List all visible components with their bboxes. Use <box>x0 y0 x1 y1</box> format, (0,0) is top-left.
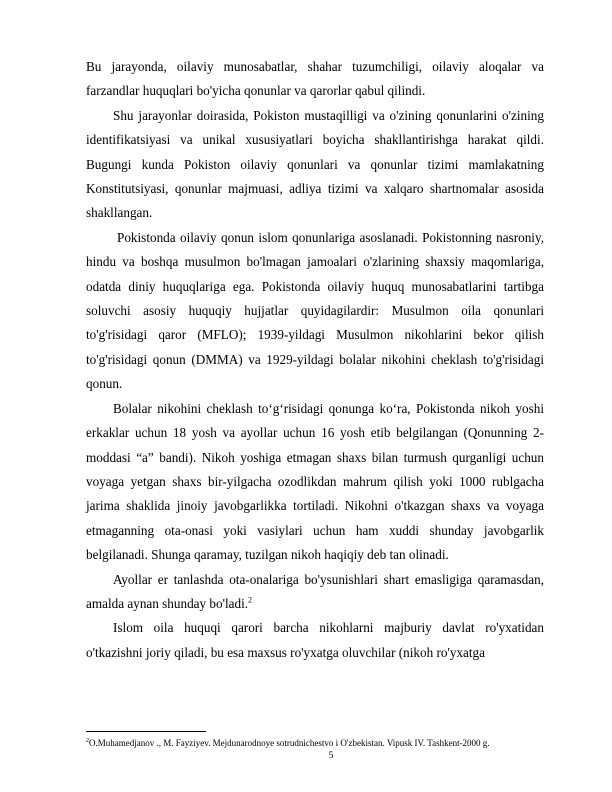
paragraph-1: Bu jarayonda, oilaviy munosabatlar, shahar tuzumchiligi, oilaviy aloqalar va farzandlar huquqlari bo'yicha qonunlar va qarorlar qabul qilindi. <box>86 59 544 99</box>
footnote <box>86 738 556 749</box>
paragraph-3: Pokistonda oilaviy qonun islom qonunlariga asoslanadi. Pokistonning nasroniy, hindu va boshqa musulmon bo'lmagan jamoalari o'zlarining shaxsiy maqomlariga, odatda diniy huquqlariga ega. Pokistonda oilaviy huquq munosabatlarini tartibga soluvchi asosiy huquqiy hujjatlar quyidagilardir: Musulmon oila qonunlari to'g'risidagi qaror (MFLO); 1939-yildagi Musulmon nikohlarini bekor qilish to'g'risidagi qonun (DMMA) va 1929-yildagi bolalar nikohini cheklash to'g'risidagi qonun. <box>86 229 544 392</box>
paragraph-5 <box>86 568 544 617</box>
footnote-separator <box>86 731 206 732</box>
body-text <box>86 55 544 665</box>
footnote-number: 2 <box>86 738 89 744</box>
footnote-text: O.Muhamedjanov ., M. Fayziyev. Mejdunarodnoye sotrudnichestvo i O'zbekistan. Vipusk IV. Tashkent-2000 g. <box>89 738 490 748</box>
paragraph-5-text: Ayollar er tanlashda ota-onalariga bo'ysunishlari shart emasligiga qaramasdan, amalda aynan shunday bo'ladi. <box>86 571 544 611</box>
page-number: 5 <box>328 751 334 761</box>
paragraph-6: Islom oila huquqi qarori barcha nikohlarni majburiy davlat ro'yxatidan o'tkazishni joriy qiladi, bu esa maxsus ro'yxatga oluvchilar (nikoh ro'yxatga <box>86 620 544 660</box>
paragraph-2: Shu jarayonlar doirasida, Pokiston mustaqilligi va o'zining qonunlarini o'zining identifikatsiyasi va unikal xususiyatlari boyicha shakllantirishga harakat qildi. Bugungi kunda Pokiston oilaviy qonunlari va qonunlar tizimi mamlakatning Konstitutsiyasi, qonunlar majmuasi, adliya tizimi va xalqaro shartnomalar asosida shakllangan. <box>86 107 544 221</box>
paragraph-4: Bolalar nikohini cheklash to‘g‘risidagi qonunga ko‘ra, Pokistonda nikoh yoshi erkaklar uchun 18 yosh va ayollar uchun 16 yosh etib belgilangan (Qonunning 2-moddasi “a” bandi). Nikoh yoshiga etmagan shaxs bilan turmush qurganligi uchun voyaga yetgan shaxs bir-yilgacha ozodlikdan mahrum qilish yoki 1000 rublgacha jarima shaklida jinoiy javobgarlikka tortiladi. Nikohni o'tkazgan shaxs va voyaga etmaganning ota-onasi yoki vasiylari uchun ham xuddi shunday javobgarlik belgilanadi. Shunga qaramay, tuzilgan nikoh haqiqiy deb tan olinadi. <box>86 400 544 563</box>
footnote-reference[interactable]: 2 <box>248 595 253 605</box>
